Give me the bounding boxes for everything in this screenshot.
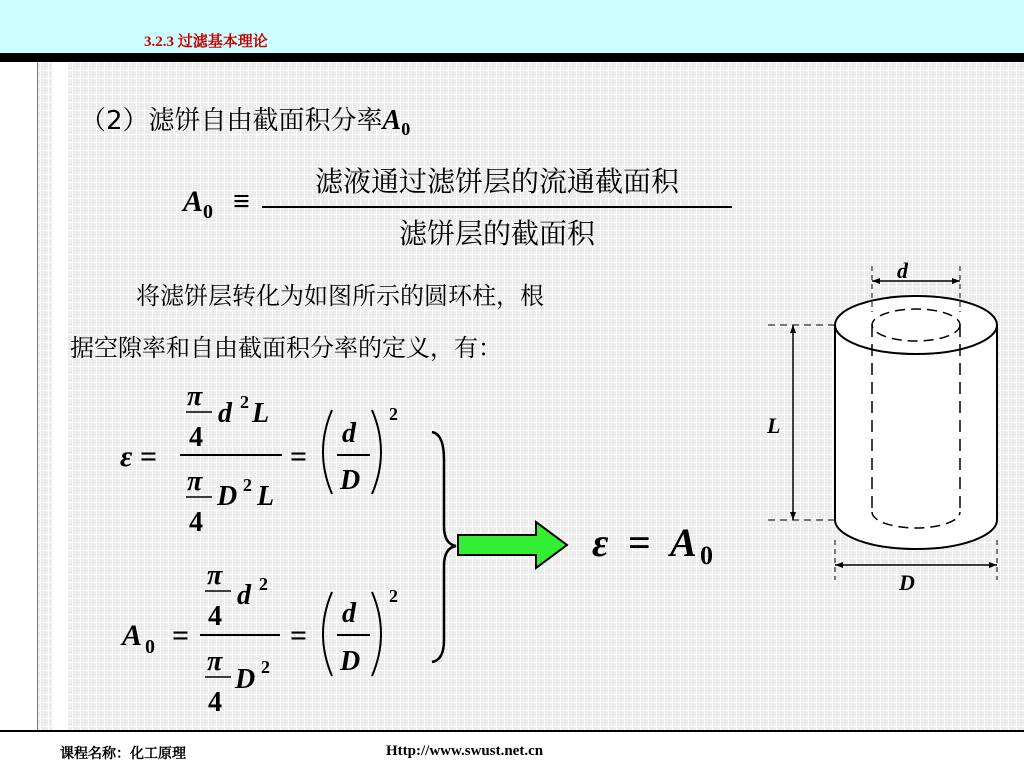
- conclusion-sub: 0: [700, 541, 713, 570]
- eps-num-pi: π: [187, 381, 203, 412]
- a0-den-pi: π: [207, 646, 223, 677]
- a0-num-pi: π: [207, 560, 223, 591]
- formula-epsilon: [120, 381, 398, 538]
- eps-right-paren: [372, 410, 381, 494]
- a0-ratio-den: D: [340, 646, 361, 677]
- a0-equals: =: [290, 619, 308, 652]
- definition-lhs-var: A: [183, 185, 204, 218]
- section-title: 3.2.3 过滤基本理论: [144, 34, 268, 50]
- eps-ratio-den: D: [340, 465, 361, 496]
- arrow-right-icon: [458, 522, 567, 568]
- eps-den-four: 4: [189, 507, 203, 538]
- label-L: L: [767, 413, 781, 438]
- eps-num-four: 4: [189, 422, 203, 453]
- label-d: d: [897, 258, 908, 283]
- eps-ratio-num: d: [342, 418, 356, 449]
- a0-num-d: d: [237, 580, 251, 611]
- definition-operator: ≡: [233, 185, 251, 218]
- a0-den-exp: 2: [261, 657, 270, 677]
- eps-num-exp: 2: [240, 392, 249, 412]
- a0-right-paren: [372, 592, 381, 676]
- footer-course-name: 课程名称：化工原理: [60, 746, 186, 762]
- eps-den-D: D: [217, 481, 238, 512]
- conclusion-var: A: [670, 520, 697, 565]
- a0-lhs-var: A: [122, 619, 143, 652]
- a0-lhs-sub: 0: [145, 636, 155, 658]
- eps-den-exp: 2: [243, 475, 252, 495]
- a0-ratio-exp: 2: [389, 586, 398, 606]
- footer-url: Http://www.swust.net.cn: [386, 743, 544, 759]
- definition-denominator: 滤饼层的截面积: [398, 217, 595, 250]
- a0-left-paren: [323, 592, 332, 676]
- eps-num-d: d: [218, 398, 232, 429]
- a0-num-exp: 2: [259, 574, 268, 594]
- eps-left-paren: [323, 410, 332, 494]
- annular-cylinder-diagram: [766, 258, 997, 595]
- cyl-inner-top-ellipse: [872, 309, 960, 341]
- eps-den-pi: π: [187, 466, 203, 497]
- eps-num-L: L: [252, 398, 270, 429]
- conclusion: [592, 520, 713, 570]
- paragraph-line-2: 据空隙率和自由截面积分率的定义，有：: [70, 334, 502, 362]
- subheading-text: （2）滤饼自由截面积分率: [80, 106, 383, 136]
- a0-den-D: D: [235, 664, 256, 695]
- a0-num-four: 4: [208, 601, 222, 632]
- formula-a0: [120, 560, 398, 718]
- conclusion-eq: =: [628, 520, 651, 565]
- subheading-sub: 0: [401, 119, 411, 140]
- paragraph-line-1: 将滤饼层转化为如图所示的圆环柱，根: [136, 282, 544, 310]
- definition-numerator: 滤液通过滤饼层的流通截面积: [314, 165, 679, 198]
- eps-ratio-exp: 2: [389, 404, 398, 424]
- eps-equals: =: [290, 440, 308, 473]
- conclusion-eps: ε: [592, 520, 609, 565]
- right-brace: [432, 432, 456, 662]
- label-D: D: [899, 570, 915, 595]
- a0-ratio-num: d: [342, 598, 356, 629]
- a0-lhs-eq: =: [172, 619, 190, 652]
- a0-den-four: 4: [208, 687, 222, 718]
- definition-lhs-sub: 0: [203, 201, 214, 223]
- eps-den-L: L: [257, 481, 275, 512]
- eps-lhs: ε =: [120, 440, 157, 473]
- subheading-var: A: [382, 105, 402, 136]
